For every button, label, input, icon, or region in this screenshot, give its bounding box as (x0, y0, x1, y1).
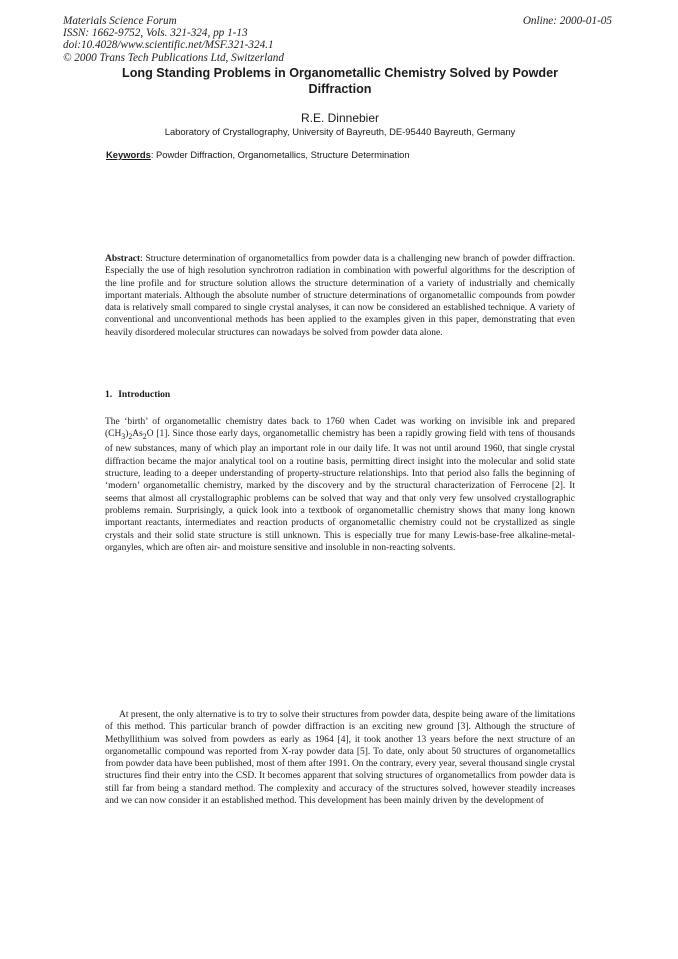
keywords-label: Keywords (106, 149, 151, 160)
subscript: 2 (142, 432, 147, 442)
abstract-text: : Structure determination of organometallics from powder data is a challenging new branch of powder diffraction. Especially the use of high resolution synchrotron radiation in combination with powerful algorithms for the description of the line profile and for structure solution allows the structure determination of a variety of industrially and chemically important materials. Although the absolute number of structure determinations of organometallic compounds from powder data is relatively small compared to single crystal analyses, it can now be considered an established technique. A variety of conventional and unconventional methods has been applied to the examples given in this paper, demonstrating that even heavily disordered molecular structures can nowadays be solved from powder data alone. (105, 254, 575, 338)
section-number: 1. (105, 389, 113, 400)
intro-text-b: ) (125, 429, 129, 440)
abstract-paragraph (105, 253, 575, 339)
online-date: Online: 2000-01-05 (522, 15, 612, 27)
subscript: 2 (128, 432, 133, 442)
doi-line: doi:10.4028/www.scientific.net/MSF.321-324.1 (63, 39, 274, 52)
intro-text-c: As (132, 429, 143, 440)
journal-header (63, 15, 284, 64)
intro-paragraph-2: At present, the only alternative is to try to solve their structures from powder data, despite being aware of the limitations of this method. This particular branch of powder diffraction is an exciting new ground [3]. Although the structure of Methyllithium was solved from powders as early as 1964 [4], it took another 13 years before the next structure of an organometallic compound was reported from X-ray powder data [5]. To date, only about 50 structures of organometallics from powder data have been published, most of them after 1991. On the contrary, every year, several thousand single crystal structures find their entry into the CSD. It becomes apparent that solving structures of organometallics from powder data is still far from being a standard method. The complexity and accuracy of the structures solved, however steadily increases and we can now consider it an established method. This development has been mainly driven by the development of (105, 710, 575, 807)
section-title: Introduction (118, 389, 171, 400)
affiliation: Laboratory of Crystallography, University of Bayreuth, DE-95440 Bayreuth, Germany (164, 126, 516, 137)
journal-name: Materials Science Forum (63, 15, 177, 27)
intro-text-d: O [1]. Since those early days, organometallic chemistry has been a rapidly growing field with tens of thousands of new substances, many of which play an important role in our daily life. It was not until around 1960, that single crystal diffraction became the major analytical tool on a routine basis, permitting direct insight into the molecular and solid state structure, leading to a deeper understanding of property-structure relationships. Into that period also falls the beginning of ‘modern’ organometallic chemistry, marked by the discovery and by the structural characterization of Ferrocene [2]. It seems that almost all crystallographic problems can be solved that way and that only very few unsolved crystallographic problems remain. Surprisingly, a quick look into a textbook of organometallic chemistry shows that many long known important reactants, intermediates and reaction products of organometallic chemistry could not be crystallized as single crystals and their solid state structure is still unknown. This is especially true for many Lewis-base-free alkaline-metal-organyles, which are often air- and moisture sensitive and insoluble in non-reacting solvents. (105, 429, 575, 553)
abstract-label: Abstract (105, 254, 141, 264)
issn-line: ISSN: 1662-9752, Vols. 321-324, pp 1-13 (63, 27, 248, 40)
paper-title: Long Standing Problems in Organometallic Chemistry Solved by Powder Diffraction (122, 66, 558, 96)
section-heading (105, 389, 170, 400)
intro-text-a: The ‘birth’ of organometallic chemistry dates back to 1760 when Cadet was working on invisible ink and prepared (CH (105, 417, 575, 440)
keywords-text: : Powder Diffraction, Organometallics, Structure Determination (150, 149, 410, 160)
keywords-line (106, 149, 410, 160)
copyright-line: © 2000 Trans Tech Publications Ltd, Switzerland (63, 51, 284, 64)
intro-paragraph-1 (105, 416, 575, 554)
author-name: R.E. Dinnebier (300, 111, 380, 125)
subscript: 3 (121, 432, 126, 442)
